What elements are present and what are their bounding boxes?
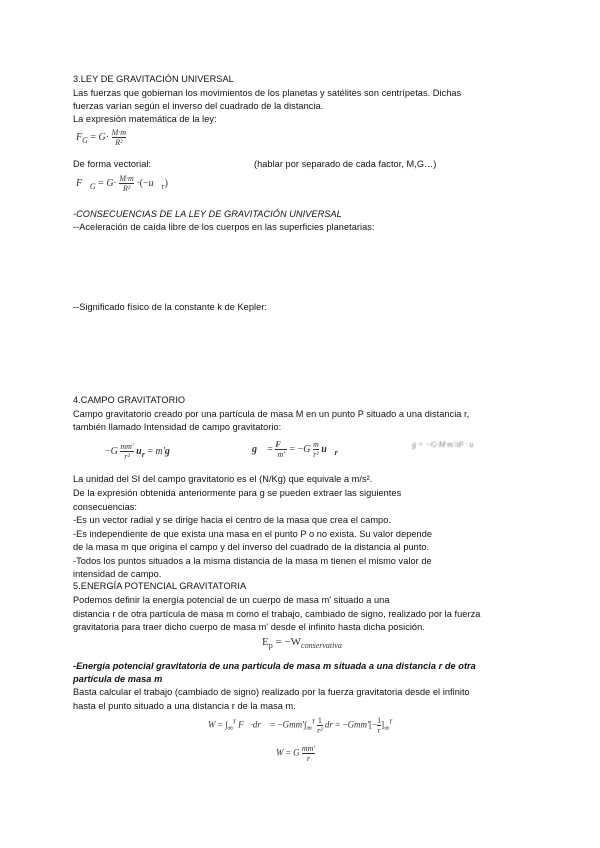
- ep-subheading-line-1: -Energía potencial gravitatoria de una partícula de masa m situada a una distancia r de otra: [73, 661, 476, 671]
- sec5-line-4: Basta calcular el trabajo (cambiado de signo) realizado por la fuerza gravitatoria desde el infinito: [73, 687, 470, 697]
- potential-energy-definition-formula: $E_p = -W_{conservativa}$: [262, 636, 342, 651]
- sec4-line-7: -Todos los puntos situados a la misma distancia de la masa m tienen el mismo valor de: [73, 556, 432, 566]
- sec3-paragraph-line-2: fuerzas varían según el inverso del cuadrado de la distancia.: [73, 101, 324, 111]
- sec4-line-4: -Es un vector radial y se dirige hacia el centro de la masa que crea el campo.: [73, 515, 391, 525]
- sec3-law-expression-label: La expresión matemática de la ley:: [73, 114, 217, 124]
- field-formula-1: −G $\frac{mm'}{\text{r²}}$ $u_r = m'g$: [105, 442, 170, 461]
- sec4-paragraph-line-2: también llamado Intensidad de campo gravitatorio:: [73, 422, 282, 432]
- work-result-formula: W = G $\frac{mm'}{r}$: [276, 744, 316, 763]
- sec5-line-1: Podemos definir la energía potencial de un cuerpo de masa m' situado a una: [73, 595, 390, 605]
- sec3-paragraph-line-1: Las fuerzas que gobiernan los movimientos de los planetas y satélites son centrípetas. Dichas: [73, 88, 462, 98]
- sec3-vectorial-label: De forma vectorial:: [73, 159, 152, 169]
- gravitation-vector-formula: $F⃗_G = G\cdot$ $\frac{M\cdot m}{\text{R²}}$ $\cdot(-u⃗_r)$: [76, 174, 168, 193]
- ep-subheading-line-2: partícula de masa m: [73, 674, 163, 684]
- field-formula-2: g⃗ = $\frac{F⃗}{m'}$ = −G $\frac{m}{\text{r²}}$ $u⃗_r$: [252, 440, 338, 459]
- sec4-paragraph-line-1: Campo gravitatorio creado por una partícula de masa M en un punto P situado a una distancia r,: [73, 409, 470, 419]
- section-3-heading: 3.LEY DE GRAVITACIÓN UNIVERSAL: [73, 74, 234, 84]
- sec3-factor-note: (hablar por separado de cada factor, M,G…): [254, 159, 437, 169]
- sec5-line-5: hasta el punto situado a una distancia r de la masa m.: [73, 701, 296, 711]
- sec4-line-3: consecuencias:: [73, 502, 138, 512]
- sec5-line-3: gravitatoria para traer dicho cuerpo de masa m' desde el infinito hasta dicha posición.: [73, 622, 425, 632]
- consequence-item-kepler: --Significado físico de la constante k de Kepler:: [73, 302, 267, 312]
- consequence-item-free-fall: --Aceleración de caída libre de los cuerpos en las superficies planetarias:: [73, 222, 375, 232]
- sec4-line-6: de la masa m que origina el campo y del inverso del cuadrado de la distancia al punto.: [73, 542, 430, 552]
- sec4-line-5: -Es independiente de que exista una masa en el punto P o no exista. Su valor depende: [73, 529, 433, 539]
- sec4-unit-line: La unidad del SI del campo gravitatorio es el (N/Kg) que equivale a m/s².: [73, 474, 373, 484]
- work-integral-formula: $W = \int_\infty^r$ F⃗·dr⃗ = $-Gmm'\int_\infty^r$ $\frac{1}{\text{r²}}$ dr = −Gmm'[− $\frac{1}{r}$ ]$_\infty^r$: [208, 716, 393, 735]
- field-formula-3: g = −G·M·m'/d² · u: [412, 440, 474, 449]
- section-5-heading: 5.ENERGÍA POTENCIAL GRAVITATORIA: [73, 581, 247, 591]
- sec5-line-2: distancia r de otra partícula de masa m como el trabajo, cambiado de signo, realizado por la fuerza: [73, 609, 481, 619]
- gravitation-law-formula: $F_G = G\cdot$ $\frac{M\cdot m}{\text{R²}}$: [76, 128, 127, 147]
- section-4-heading: 4.CAMPO GRAVITATORIO: [73, 395, 186, 405]
- consequences-heading: -CONSECUENCIAS DE LA LEY DE GRAVITACIÓN UNIVERSAL: [73, 209, 342, 219]
- sec4-line-2: De la expresión obtenida anteriormente para g se pueden extraer las siguientes: [73, 488, 402, 498]
- sec4-line-8: intensidad de campo.: [73, 569, 162, 579]
